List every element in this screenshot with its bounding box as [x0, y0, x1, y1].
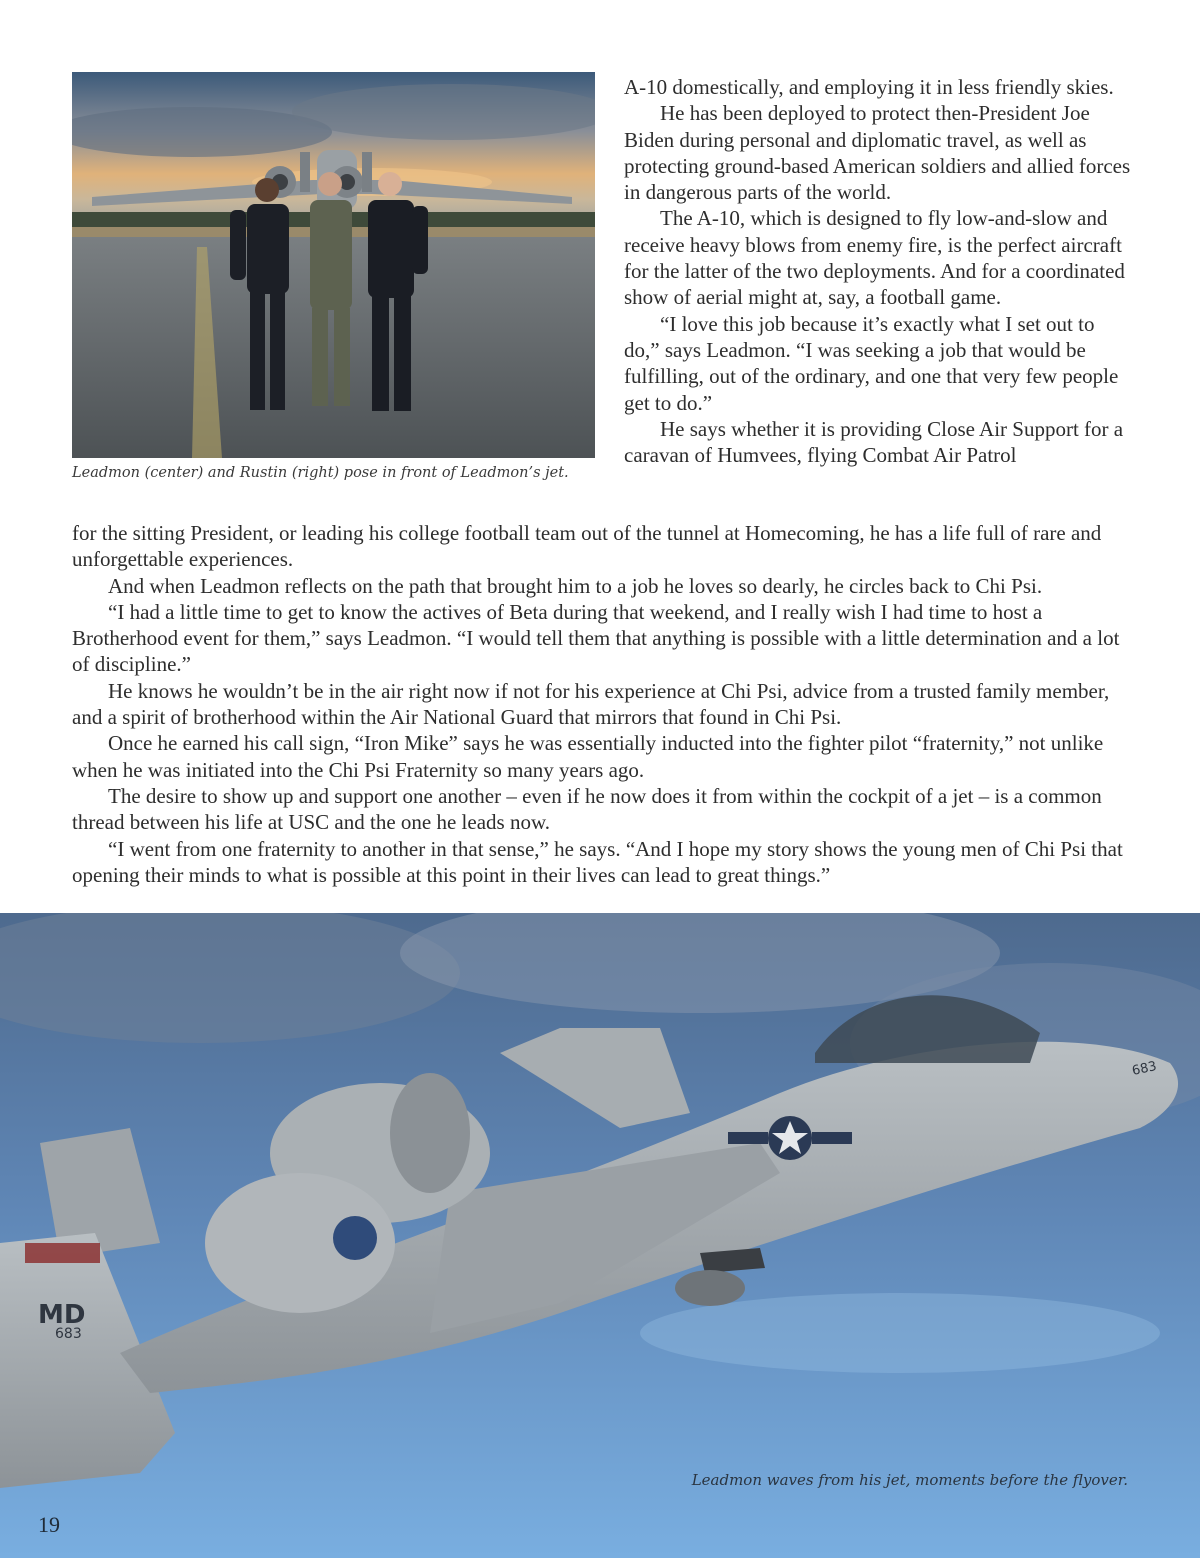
- paragraph: He has been deployed to protect then-President Joe Biden during personal and diplomatic travel, as well as protecting ground-based American soldiers and allied forces in dangerous parts of the world.: [624, 101, 1131, 205]
- paragraph: A-10 domestically, and employing it in less friendly skies.: [624, 75, 1114, 99]
- paragraph: He knows he wouldn’t be in the air right now if not for his experience at Chi Psi, advice from a trusted family member, and a spirit of brotherhood within the Air National Guard that mirrors that found in Chi Psi.: [72, 678, 1110, 730]
- right-column-text: [624, 74, 1134, 468]
- paragraph: “I had a little time to get to know the actives of Beta during that weekend, and I really wish I had time to host a Brotherhood event for them,” says Leadmon. “I would tell them that anything is possible with a little determination and a lot of discipline.”: [72, 599, 1120, 677]
- paragraph: for the sitting President, or leading his college football team out of the tunnel at Homecoming, he has a life full of rare and unforgettable experiences.: [72, 521, 1102, 572]
- paragraph: Once he earned his call sign, “Iron Mike” says he was essentially inducted into the fighter pilot “fraternity,” not unlike when he was initiated into the Chi Psi Fraternity so many years ago.: [72, 731, 1104, 782]
- paragraph: The A-10, which is designed to fly low-and-slow and receive heavy blows from enemy fire, is the perfect aircraft for the latter of the two deployments. And for a coordinated show of aerial might at, say, a football game.: [624, 206, 1125, 310]
- nose-number: 683: [1130, 1059, 1159, 1079]
- paragraph: The desire to show up and support one another – even if he now does it from within the cockpit of a jet – is a common thread between his life at USC and the one he leads now.: [72, 783, 1102, 835]
- bottom-photo-image: [0, 913, 1200, 1558]
- top-photo-image: [72, 72, 595, 458]
- page-number: 19: [38, 1512, 60, 1537]
- paragraph: “I love this job because it’s exactly what I set out to do,” says Leadmon. “I was seeking a job that would be fulfilling, out of the ordinary, and one that very few people get to do.”: [624, 311, 1119, 415]
- tail-number: 683: [55, 1326, 82, 1342]
- top-photo: [72, 72, 595, 458]
- tail-code: MD: [38, 1300, 86, 1330]
- full-width-text: [72, 520, 1132, 888]
- bottom-photo-caption: Leadmon waves from his jet, moments before the flyover.: [691, 1471, 1128, 1489]
- paragraph: And when Leadmon reflects on the path that brought him to a job he loves so dearly, he circles back to Chi Psi.: [108, 573, 1043, 598]
- paragraph: He says whether it is providing Close Air Support for a caravan of Humvees, flying Combat Air Patrol: [624, 416, 1124, 468]
- top-photo-caption: Leadmon (center) and Rustin (right) pose in front of Leadmon’s jet.: [72, 465, 569, 481]
- paragraph: “I went from one fraternity to another in that sense,” he says. “And I hope my story shows the young men of Chi Psi that opening their minds to what is possible at this point in their lives can lead to great things.”: [72, 836, 1123, 887]
- bottom-photo: [0, 913, 1200, 1558]
